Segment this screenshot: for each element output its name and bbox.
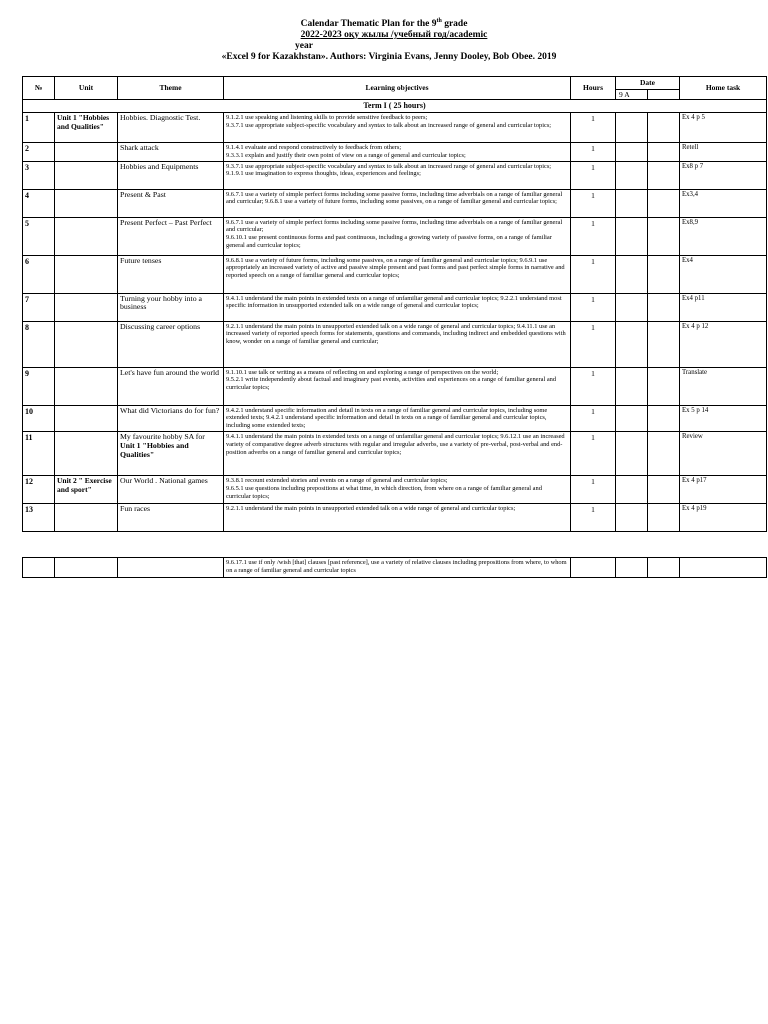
theme-name: [118, 431, 224, 475]
learning-objectives: [224, 405, 571, 431]
hours-cell: 1: [571, 503, 616, 531]
hours-cell: 1: [571, 293, 616, 321]
learning-objectives: [224, 367, 571, 405]
learning-objectives: [224, 143, 571, 162]
table-row: [23, 217, 767, 255]
table-row: [23, 321, 767, 367]
home-task-cell: Ex3,4: [680, 189, 767, 217]
hours-cell: 1: [571, 143, 616, 162]
date-cell: [648, 503, 680, 531]
table-row: [23, 503, 767, 531]
unit-name: [55, 217, 118, 255]
date-cell: [648, 217, 680, 255]
home-task-cell: Ex 5 p 14: [680, 405, 767, 431]
learning-objectives: [224, 503, 571, 531]
home-task-cell: Ex 4 p 5: [680, 113, 767, 143]
date-cell: [616, 143, 648, 162]
table-row: [23, 405, 767, 431]
hours-cell: 1: [571, 189, 616, 217]
objective-item: 9.1.9.1 use imagination to express thoughts, ideas, experiences and feelings;: [226, 170, 421, 178]
col-header-num: №: [23, 77, 55, 100]
objective-item: 9.6.7.1 use a variety of simple perfect forms including some passive forms, including time adverbials on a range of familiar general and curricular;: [226, 218, 563, 234]
unit-name: [55, 189, 118, 217]
objective-item: 9.3.7.1 use appropriate subject-specific vocabulary and syntax to talk about an increased range of general and curricular topics;: [226, 121, 552, 129]
objective-item: 9.1.10.1 use talk or writing as a means of reflecting on and exploring a range of perspectives on the world;: [226, 368, 499, 376]
theme-name: Fun races: [118, 503, 224, 531]
objective-item: 9.4.1.1 understand the main points in extended texts on a range of unfamiliar general and curricular topics; 9.2.2.1 understand most specific information in unsupported extended talk on a wide range of general and curricular topics;: [226, 294, 562, 310]
row-number: 11: [23, 431, 55, 475]
date-cell: [648, 321, 680, 367]
document-header: [0, 16, 768, 63]
objective-item: 9.5.2.1 write independently about factual and imaginary past events, activities and experiences on a range of familiar general and curricular topics;: [226, 376, 557, 392]
date-cell: [648, 558, 680, 578]
home-task-cell: Ex4 p11: [680, 293, 767, 321]
objective-item: 9.4.2.1 understand specific information and detail in texts on a range of familiar general and curricular topics, including some extended texts; 9.4.2.1 understand specific information and detail in texts on a range of familiar general and curricular topics, including some extended texts;: [226, 406, 548, 430]
theme-unit-reference: Unit 1 "Hobbies and Qualities": [120, 440, 189, 459]
objective-item: 9.2.1.1 understand the main points in unsupported extended talk on a wide range of general and curricular topics;: [226, 504, 516, 512]
continuation-table: [22, 557, 767, 578]
learning-objectives: [224, 431, 571, 475]
unit-name: Unit 1 "Hobbies and Qualities": [55, 113, 118, 143]
row-number: 4: [23, 189, 55, 217]
theme-name: Hobbies. Diagnostic Test.: [118, 113, 224, 143]
hours-cell: 1: [571, 113, 616, 143]
learning-objectives: [224, 255, 571, 293]
learning-objectives: [224, 321, 571, 367]
learning-objectives: [224, 475, 571, 503]
hours-cell: 1: [571, 367, 616, 405]
objective-item: 9.6.7.1 use a variety of simple perfect forms including some passive forms, including time adverbials on a range of familiar general and curricular; 9.6.8.1 use a variety of future forms, including some passives, on a range of familiar general and curricular topics;: [226, 190, 563, 206]
home-task-cell: Translate: [680, 367, 767, 405]
theme-name: Our World . National games: [118, 475, 224, 503]
home-task-cell: [680, 558, 767, 578]
date-cell: [616, 367, 648, 405]
table-row: [23, 113, 767, 143]
date-cell: [616, 431, 648, 475]
date-cell: [648, 113, 680, 143]
home-task-cell: Ex8,9: [680, 217, 767, 255]
date-cell: [616, 161, 648, 189]
date-cell: [616, 293, 648, 321]
date-cell: [648, 431, 680, 475]
hours-cell: 1: [571, 475, 616, 503]
hours-cell: 1: [571, 431, 616, 475]
textbook-line: «Excel 9 for Kazakhstan». Authors: Virginia Evans, Jenny Dooley, Bob Obee. 2019: [221, 52, 557, 63]
date-blank-cell: [648, 90, 680, 100]
objective-item: 9.1.4.1 evaluate and respond constructively to feedback from others;: [226, 144, 402, 151]
unit-name: [55, 161, 118, 189]
theme-name: Shark attack: [118, 143, 224, 162]
theme-name: Future tenses: [118, 255, 224, 293]
date-cell: [648, 189, 680, 217]
date-class-label: 9 A: [616, 90, 648, 100]
hours-cell: 1: [571, 217, 616, 255]
term-row: [23, 100, 767, 113]
theme-name: Let's have fun around the world: [118, 367, 224, 405]
unit-name: [55, 431, 118, 475]
objective-item: 9.4.1.1 understand the main points in extended texts on a range of unfamiliar general and curricular topics; 9.6.12.1 use an increased variety of comparative degree adverb structures with regular and irregular adverbs, use a variety of pre-verbal, post-verbal and end-position adverbs on a range of familiar general and curricular topics;: [226, 432, 565, 456]
row-number: 5: [23, 217, 55, 255]
row-number: 12: [23, 475, 55, 503]
row-number: 3: [23, 161, 55, 189]
col-header-date: Date: [616, 77, 680, 90]
unit-name: [55, 367, 118, 405]
unit-name: [55, 255, 118, 293]
unit-name: [55, 405, 118, 431]
objective-item: 9.2.1.1 understand the main points in unsupported extended talk on a wide range of general and curricular topics; 9.4.11.1 use an increased variety of reported speech forms for statements, questions and commands, including indirect and embedded questions with know, wonder on a range of familiar general and curricular;: [226, 322, 566, 346]
theme-name: What did Victorians do for fun?: [118, 405, 224, 431]
hours-cell: 1: [571, 161, 616, 189]
row-number: 6: [23, 255, 55, 293]
hours-cell: 1: [571, 255, 616, 293]
table-row: [23, 558, 767, 578]
learning-objectives: [224, 217, 571, 255]
home-task-cell: Retell: [680, 143, 767, 162]
date-cell: [616, 217, 648, 255]
date-cell: [648, 475, 680, 503]
unit-cell: [55, 558, 118, 578]
thematic-plan-table: [22, 76, 767, 532]
table-row: [23, 293, 767, 321]
date-cell: [616, 113, 648, 143]
unit-name: [55, 321, 118, 367]
col-header-theme: Theme: [118, 77, 224, 100]
objective-item: 9.6.10.1 use present continuous forms and past continuous, including a growing variety of passive forms, on a range of familiar general and curricular topics;: [226, 234, 552, 249]
col-header-hours: Hours: [571, 77, 616, 100]
learning-objectives: [224, 161, 571, 189]
row-number: 9: [23, 367, 55, 405]
unit-name: Unit 2 " Exercise and sport": [55, 475, 118, 503]
home-task-cell: Review: [680, 431, 767, 475]
home-task-cell: Ex 4 p17: [680, 475, 767, 503]
term-title: Term I ( 25 hours): [23, 100, 767, 113]
date-cell: [616, 321, 648, 367]
theme-name: Present Perfect – Past Perfect: [118, 217, 224, 255]
table-row: [23, 255, 767, 293]
row-number: 10: [23, 405, 55, 431]
academic-year-line: 2022-2023 оқу жылы /учебный год/academic: [300, 30, 488, 41]
theme-text: My favourite hobby SA for: [120, 431, 205, 441]
learning-objectives: [224, 293, 571, 321]
date-cell: [648, 405, 680, 431]
table-row: [23, 143, 767, 162]
table-row: [23, 475, 767, 503]
objective-item: 9.3.8.1 recount extended stories and events on a range of general and curricular topics;: [226, 476, 448, 484]
date-cell: [648, 367, 680, 405]
table-header-row: [23, 77, 767, 90]
hours-cell: 1: [571, 321, 616, 367]
theme-name: Turning your hobby into a business: [118, 293, 224, 321]
date-cell: [616, 558, 648, 578]
learning-objectives: [224, 189, 571, 217]
objective-item: 9.3.7.1 use appropriate subject-specific vocabulary and syntax to talk about an increased range of general and curricular topics;: [226, 162, 552, 170]
title-line: Calendar Thematic Plan for the 9th grade: [300, 18, 468, 30]
learning-objectives: [224, 113, 571, 143]
row-number: 7: [23, 293, 55, 321]
unit-name: [55, 503, 118, 531]
date-cell: [616, 503, 648, 531]
table-row: [23, 431, 767, 475]
academic-year-continuation: year: [295, 41, 313, 52]
date-cell: [616, 405, 648, 431]
table-row: [23, 189, 767, 217]
row-number: 8: [23, 321, 55, 367]
date-cell: [648, 293, 680, 321]
home-task-cell: Ex 4 p 12: [680, 321, 767, 367]
row-number: 1: [23, 113, 55, 143]
col-header-unit: Unit: [55, 77, 118, 100]
objective-item: 9.6.5.1 use questions including prepositions at what time, in which direction, from where on a range of familiar general and curricular topics;: [226, 484, 542, 500]
row-number: 13: [23, 503, 55, 531]
unit-name: [55, 143, 118, 162]
home-task-cell: Ex8 p 7: [680, 161, 767, 189]
date-cell: [616, 475, 648, 503]
date-cell: [616, 189, 648, 217]
date-cell: [648, 143, 680, 162]
col-header-objectives: Learning objectives: [224, 77, 571, 100]
row-number: 2: [23, 143, 55, 162]
objectives-cell: 9.6.17.1 use if only /wish [that] clauses [past reference], use a variety of relative clauses including prepositions from where, to whom on a range of familiar general and curricular topics: [224, 558, 571, 578]
theme-name: Discussing career options: [118, 321, 224, 367]
date-cell: [648, 161, 680, 189]
table-row: [23, 367, 767, 405]
col-header-home-task: Home task: [680, 77, 767, 100]
theme-name: Present & Past: [118, 189, 224, 217]
date-cell: [616, 255, 648, 293]
table-row: [23, 161, 767, 189]
theme-cell: [118, 558, 224, 578]
home-task-cell: Ex 4 p19: [680, 503, 767, 531]
theme-name: Hobbies and Equipments: [118, 161, 224, 189]
objective-item: 9.1.2.1 use speaking and listening skills to provide sensitive feedback to peers;: [226, 114, 428, 121]
home-task-cell: Ex4: [680, 255, 767, 293]
unit-name: [55, 293, 118, 321]
num-cell: [23, 558, 55, 578]
objective-item: 9.3.3.1 explain and justify their own point of view on a range of general and curricular topics;: [226, 151, 466, 159]
hours-cell: 1: [571, 405, 616, 431]
date-cell: [648, 255, 680, 293]
objective-item: 9.6.8.1 use a variety of future forms, including some passives, on a range of familiar general and curricular topics; 9.6.9.1 use appropriately an increased variety of active and passive simple present and past forms and past perfect simple forms in narrative and reported speech on a range of familiar general and curricular topics;: [226, 256, 565, 280]
hours-cell: [571, 558, 616, 578]
